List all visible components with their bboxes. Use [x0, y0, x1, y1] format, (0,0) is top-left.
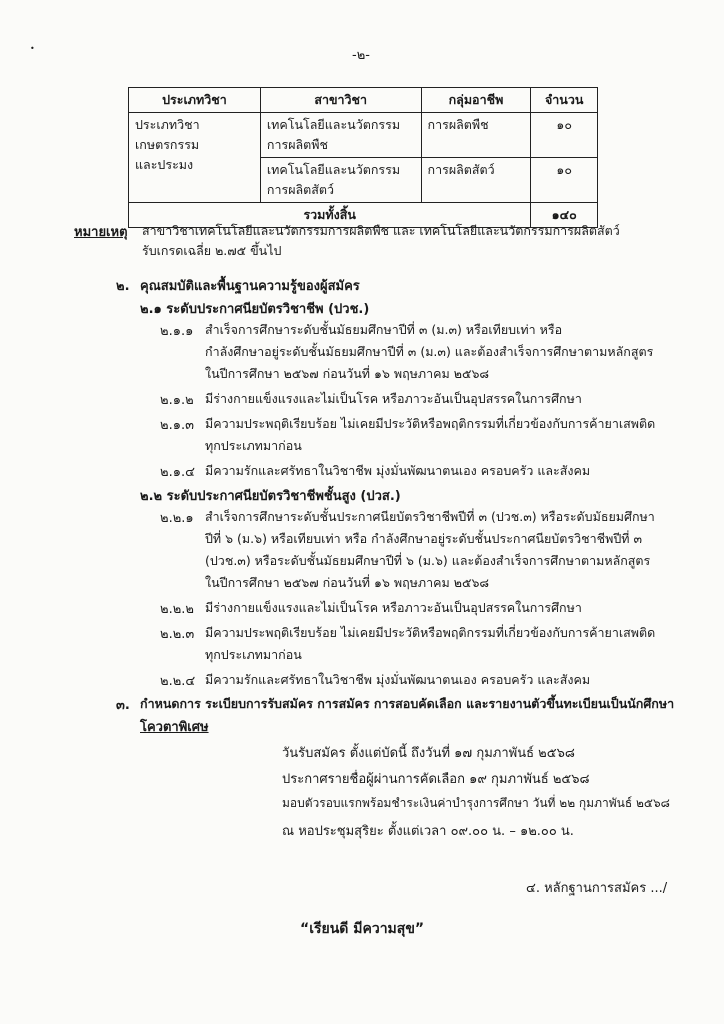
schedule-line: ณ หอประชุมสุริยะ ตั้งแต่เวลา ๐๙.๐๐ น. – ๑๒.๐๐ น. [282, 824, 574, 839]
item-line: (ปวช.๓) หรือระดับชั้นมัธยมศึกษาปีที่ ๖ (ม.๖) และต้องสำเร็จการศึกษาตามหลักสูตร [205, 553, 651, 568]
subsection-2-2-title: ๒.๒ ระดับประกาศนียบัตรวิชาชีพชั้นสูง (ปวส.) [140, 489, 401, 504]
item-number: ๒.๑.๔ [160, 465, 195, 480]
section-3-title: กำหนดการ ระเบียบการรับสมัคร การสมัคร การสอบคัดเลือก และรายงานตัวขึ้นทะเบียนเป็นนักศึกษา [140, 696, 675, 711]
item-line: มีความประพฤติเรียบร้อย ไม่เคยมีประวัติหรือพฤติกรรมที่เกี่ยวข้องกับการค้ายาเสพติด [205, 416, 656, 431]
schedule-line: ประกาศรายชื่อผู้ผ่านการคัดเลือก ๑๙ กุมภาพันธ์ ๒๕๖๘ [282, 772, 590, 787]
item-line: ปีที่ ๖ (ม.๖) หรือเทียบเท่า หรือ กำลังศึกษาอยู่ระดับชั้นประกาศนียบัตรวิชาชีพปีที่ ๓ [205, 531, 643, 546]
item-line: กำลังศึกษาอยู่ระดับชั้นมัธยมศึกษาปีที่ ๓ (ม.๓) และต้องสำเร็จการศึกษาตามหลักสูตร [205, 344, 654, 359]
next-page-reference: ๔. หลักฐานการสมัคร .../ [526, 881, 668, 896]
table-cell-count: ๑๐ [531, 158, 598, 203]
item-number: ๒.๒.๑ [160, 511, 194, 526]
table-cell-group: การผลิตพืช [421, 113, 531, 158]
table-header-row [129, 88, 598, 113]
page-number: -๒- [352, 48, 370, 63]
item-number: ๒.๒.๔ [160, 674, 196, 689]
schedule-line: วันรับสมัคร ตั้งแต่บัดนี้ ถึงวันที่ ๑๗ กุมภาพันธ์ ๒๕๖๘ [282, 746, 575, 761]
section-3-subtitle: โควตาพิเศษ [140, 720, 209, 735]
table-cell-group: การผลิตสัตว์ [421, 158, 531, 203]
table-cell-field [260, 158, 421, 203]
item-number: ๒.๒.๓ [160, 627, 195, 642]
section-2-number: ๒. [116, 279, 130, 294]
item-line: สำเร็จการศึกษาระดับชั้นมัธยมศึกษาปีที่ ๓ (ม.๓) หรือเทียบเท่า หรือ [205, 322, 563, 337]
table-header-cell: ประเภทวิชา [129, 88, 261, 113]
note-line: สาขาวิชาเทคโนโลยีและนวัตกรรมการผลิตพืช และ เทคโนโลยีและนวัตกรรมการผลิตสัตว์ [142, 223, 620, 238]
total-label: รวมทั้งสิ้น [129, 203, 531, 228]
table-cell-field [260, 113, 421, 158]
field-line: การผลิตพืช [266, 137, 329, 152]
field-line: เทคโนโลยีและนวัตกรรม [266, 117, 401, 132]
section-2-title: คุณสมบัติและพื้นฐานความรู้ของผู้สมัคร [140, 279, 360, 294]
item-number: ๒.๑.๒ [160, 393, 194, 408]
item-line: ในปีการศึกษา ๒๕๖๗ ก่อนวันที่ ๑๖ พฤษภาคม ๒๕๖๘ [205, 366, 490, 381]
type-line: ประเภทวิชาเกษตรกรรม [135, 117, 200, 152]
item-line: ในปีการศึกษา ๒๕๖๗ ก่อนวันที่ ๑๖ พฤษภาคม ๒๕๖๘ [205, 575, 490, 590]
item-line: มีร่างกายแข็งแรงและไม่เป็นโรค หรือภาวะอันเป็นอุปสรรคในการศึกษา [205, 391, 582, 406]
note-line: รับเกรดเฉลี่ย ๒.๗๕ ขึ้นไป [142, 243, 282, 258]
item-line: มีความรักและศรัทธาในวิชาชีพ มุ่งมั่นพัฒนาตนเอง ครอบครัว และสังคม [205, 463, 591, 478]
type-line: และประมง [135, 157, 194, 172]
table-header-cell: จำนวน [531, 88, 598, 113]
item-line: มีความรักและศรัทธาในวิชาชีพ มุ่งมั่นพัฒนาตนเอง ครอบครัว และสังคม [205, 672, 591, 687]
schedule-line: มอบตัวรอบแรกพร้อมชำระเงินค่าบำรุงการศึกษา วันที่ ๒๒ กุมภาพันธ์ ๒๕๖๘ [282, 796, 670, 810]
table-row [129, 113, 598, 158]
table-header-cell: สาขาวิชา [260, 88, 421, 113]
item-line: ทุกประเภทมาก่อน [205, 647, 302, 662]
field-line: เทคโนโลยีและนวัตกรรม [266, 162, 401, 177]
item-line: ทุกประเภทมาก่อน [205, 438, 302, 453]
field-line: การผลิตสัตว์ [266, 182, 335, 197]
scan-mark: • [30, 44, 35, 53]
item-line: มีความประพฤติเรียบร้อย ไม่เคยมีประวัติหรือพฤติกรรมที่เกี่ยวข้องกับการค้ายาเสพติด [205, 625, 656, 640]
total-value: ๑๔๐ [531, 203, 598, 228]
subsection-2-1-title: ๒.๑ ระดับประกาศนียบัตรวิชาชีพ (ปวช.) [140, 302, 370, 317]
table-cell-type [129, 113, 261, 203]
table-cell-count: ๑๐ [531, 113, 598, 158]
table-header-cell: กลุ่มอาชีพ [421, 88, 531, 113]
section-3-number: ๓. [116, 698, 130, 713]
note-label: หมายเหตุ [74, 225, 128, 240]
motto: “เรียนดี มีความสุข” [300, 921, 425, 937]
item-number: ๒.๒.๒ [160, 602, 194, 617]
item-number: ๒.๑.๓ [160, 418, 194, 433]
item-line: สำเร็จการศึกษาระดับชั้นประกาศนียบัตรวิชาชีพปีที่ ๓ (ปวช.๓) หรือระดับมัธยมศึกษา [205, 509, 655, 524]
item-line: มีร่างกายแข็งแรงและไม่เป็นโรค หรือภาวะอันเป็นอุปสรรคในการศึกษา [205, 600, 582, 615]
quota-table [128, 87, 598, 228]
item-number: ๒.๑.๑ [160, 324, 194, 339]
